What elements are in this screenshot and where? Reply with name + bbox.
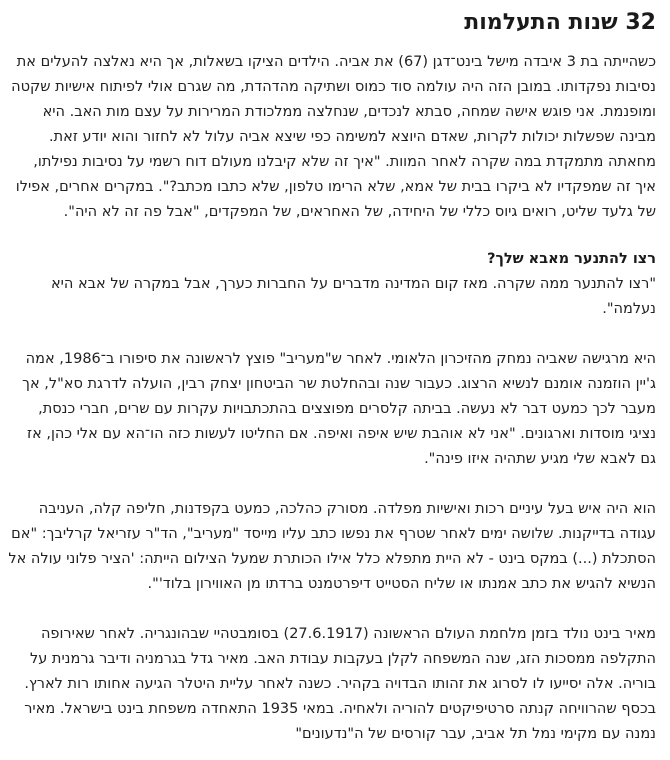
paragraph: כשהייתה בת 3 איבדה מישל בינט־דגן (67) את אביה. הילדים הציקו בשאלות, אך היא נאלצה להעלים את נסיבות נפקדותו. במובן הזה היה עולמה סוד כמוס ושתיקה מהדהדת, מה שגרם אולי לפיתוח אישיות שקטה ומופנמת. אני פוגש אישה שמחה, סבתא לנכדים, שנחלצה ממלכודת המרירות על עצם מות האב. היא מבינה שפשלות יכולות לקרות, שאדם היוצא למשימה כפי שיצא אביה עלול לא לחזור והוא יודע זאת. מחאתה מתמקדת במה שקרה לאחר המוות. "איך זה שלא קיבלנו מעולם דוח רשמי על נסיבות נפילתו, איך זה שמפקדיו לא ביקרו בבית של אמא, שלא הרימו טלפון, שלא כתבו מכתב?". במקרים אחרים, אפילו של גלעד שליט, רואים גיוס כללי של היחידה, של האחראים, של המפקדים, "אבל פה זה לא היה".: [11, 54, 656, 220]
paragraph: היא מרגישה שאביה נמחק מהזיכרון הלאומי. לאחר ש"מעריב" פוצץ לראשונה את סיפורו ב־1986, אמה ג'יין הוזמנה אומנם לנשיא הרצוג. כעבור שנה ובהחלטת שר הביטחון יצחק רבין, הועלה לדרגת סא"ל, אך מעבר לכך כמעט דבר לא נעשה. בביתה קלסרים מפוצצים בהתכתבויות עקרות עם שרים, חברי כנסת, נציגי מוסדות וארגונים. "אני לא אוהבת שיש איפה ואיפה. אם החליטו לעשות כזה הו־הא עם אלי כהן, אז גם לאבא שלי מגיע שתהיה איזו פינה".: [22, 351, 656, 467]
question-subheading: רצו להתנער מאבא שלך?: [487, 251, 656, 267]
paragraph: "רצו להתנער ממה שקרה. מאז קום המדינה מדברים על החברות כערך, אבל במקרה של אבא היא נעלמה".: [50, 276, 656, 317]
article-title: 32 שנות התעלמות: [464, 10, 656, 35]
paragraph: הוא היה איש בעל עיניים רכות ואישיות מפלדה. מסורק כהלכה, כמעט בקפדנות, חליפה קלה, העניבה עגודה בדייקנות. שלושה ימים לאחר שטרף את נפשו כתב עליו מייסד "מעריב", הד"ר עזריאל קרליבך: "אם הסתכלת (...) במקס בינט - לא היית מתפלא כלל אילו הכותרת שמעל הצילום הייתה: 'הציר פלוני עולה אל הנשיא להגיש את כתב אמנתו או שליח הסטייט דיפרטמנט ברדתו מן האווירון בלוד'".: [8, 501, 656, 592]
paragraph: מאיר בינט נולד בזמן מלחמת העולם הראשונה (27.6.1917) בסומבטהיי שבהונגריה. לאחר שאירופה התקלפה ממסכות הזג, שנה המשפחה לקלן בעקבות עבודת האב. מאיר גדל בגרמניה ודיבר גרמנית על בוריה. אלה יסייעו לו לסרוג את זהותו הבדויה בקהיר. כשנה לאחר עליית היטלר הגיעה אחותו רות לארץ. בכסף שהרוויחה קנתה סרטיפיקטים להוריה ולאחיה. במאי 1935 התאחדה משפחת בינט בישראל. מאיר נמנה עם מקימי נמל תל אביב, עבר קורסים של ה"נדעונים": [24, 626, 656, 742]
